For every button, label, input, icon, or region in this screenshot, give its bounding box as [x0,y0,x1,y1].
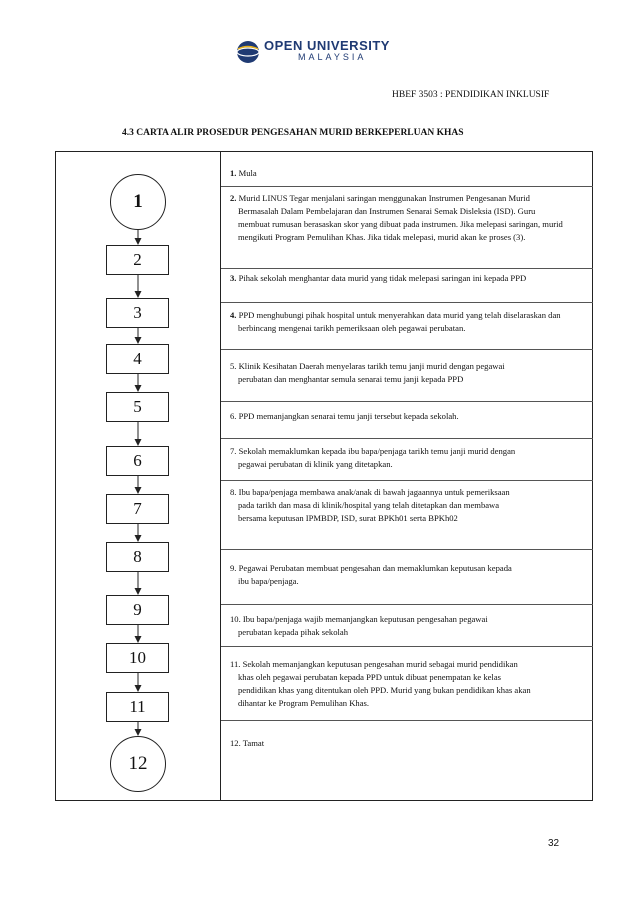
step-description-5 [230,360,590,386]
step-line: ibu bapa/penjaga. [238,576,299,586]
start-node: 1 [110,174,166,230]
row-separator [221,186,593,187]
row-separator [221,349,593,350]
process-node-6: 6 [106,446,169,476]
step-number: 3. [230,273,239,283]
course-header: HBEF 3503 : PENDIDIKAN INKLUSIF [392,90,550,100]
step-description-8 [230,486,590,525]
step-number: 8. [230,487,239,497]
row-separator [221,268,593,269]
logo-line1: OPEN UNIVERSITY [264,38,390,53]
process-node-2: 2 [106,245,169,275]
step-description-12 [230,737,590,750]
step-line: 2. Murid LINUS Tegar menjalani saringan menggunakan Instrumen Pengesanan Murid [230,193,530,203]
row-separator [221,401,593,402]
step-line: perubatan dan menghantar semula senarai temu janji kepada PPD [238,374,464,384]
step-number: 2. [230,193,239,203]
step-line: 7. Sekolah memaklumkan kepada ibu bapa/penjaga tarikh temu janji murid dengan [230,446,516,456]
step-line: 9. Pegawai Perubatan membuat pengesahan dan memaklumkan keputusan kepada [230,563,512,573]
step-number: 7. [230,446,239,456]
step-line: pada tarikh dan masa di klinik/hospital yang telah ditetapkan dan membawa [238,500,500,510]
step-description-4 [230,309,590,335]
process-node-5: 5 [106,392,169,422]
step-line: mengikuti Program Pemulihan Khas. Jika tidak melepasi, murid akan ke proses (3). [238,232,526,242]
step-line: Bermasalah Dalam Pembelajaran dan Instrumen Senarai Semak Disleksia (ISD). Guru [238,206,536,216]
step-description-6 [230,410,590,423]
step-number: 10. [230,614,243,624]
section-title: 4.3 CARTA ALIR PROSEDUR PENGESAHAN MURID BERKEPERLUAN KHAS [122,128,464,138]
step-line: 5. Klinik Kesihatan Daerah menyelaras tarikh temu janji murid dengan pegawai [230,361,505,371]
step-line: pegawai perubatan di klinik yang ditetapkan. [238,459,393,469]
row-separator [221,302,593,303]
step-number: 4. [230,310,239,320]
step-line: 6. PPD memanjangkan senarai temu janji tersebut kepada sekolah. [230,411,459,421]
step-line: perubatan kepada pihak sekolah [238,627,349,637]
end-node: 12 [110,736,166,792]
step-description-7 [230,445,590,471]
step-description-2 [230,192,590,244]
row-separator [221,604,593,605]
step-line: dihantar ke Program Pemulihan Khas. [238,698,370,708]
row-separator [221,720,593,721]
page-number: 32 [548,838,560,849]
step-line: 12. Tamat [230,738,265,748]
step-number: 1. [230,168,239,178]
step-description-11 [230,658,590,710]
step-line: berbincang mengenai tarikh pemeriksaan oleh pegawai perubatan. [238,323,466,333]
step-number: 5. [230,361,239,371]
step-number: 11. [230,659,243,669]
row-separator [221,549,593,550]
process-node-8: 8 [106,542,169,572]
step-description-3 [230,272,590,285]
row-separator [221,480,593,481]
step-line: bersama keputusan IPMBDP, ISD, surat BPKh01 serta BPKh02 [238,513,458,523]
process-node-11: 11 [106,692,169,722]
step-line: pendidikan khas yang ditentukan oleh PPD. Murid yang bukan pendidikan khas akan [238,685,531,695]
process-node-10: 10 [106,643,169,673]
step-description-10 [230,613,590,639]
row-separator [221,646,593,647]
step-line: 4. PPD menghubungi pihak hospital untuk menyerahkan data murid yang telah diselaraskan dan [230,310,561,320]
step-line: 10. Ibu bapa/penjaga wajib memanjangkan keputusan pengesahan pegawai [230,614,488,624]
step-number: 12. [230,738,243,748]
step-line: 1. Mula [230,168,257,178]
step-line: khas oleh pegawai perubatan kepada PPD untuk dibuat penempatan ke kelas [238,672,501,682]
process-node-4: 4 [106,344,169,374]
logo-line2: MALAYSIA [298,52,367,62]
process-node-3: 3 [106,298,169,328]
step-line: 8. Ibu bapa/penjaga membawa anak/anak di bawah jagaannya untuk pemeriksaan [230,487,510,497]
step-description-9 [230,562,590,588]
step-line: 11. Sekolah memanjangkan keputusan pengesahan murid sebagai murid pendidikan [230,659,518,669]
step-number: 6. [230,411,239,421]
step-line: membuat rumusan berasaskan skor yang dibuat pada instrumen. Jika melepasi saringan, murid [238,219,563,229]
process-node-7: 7 [106,494,169,524]
step-number: 9. [230,563,239,573]
row-separator [221,438,593,439]
process-node-9: 9 [106,595,169,625]
step-description-1 [230,167,590,180]
step-line: 3. Pihak sekolah menghantar data murid yang tidak melepasi saringan ini kepada PPD [230,273,527,283]
